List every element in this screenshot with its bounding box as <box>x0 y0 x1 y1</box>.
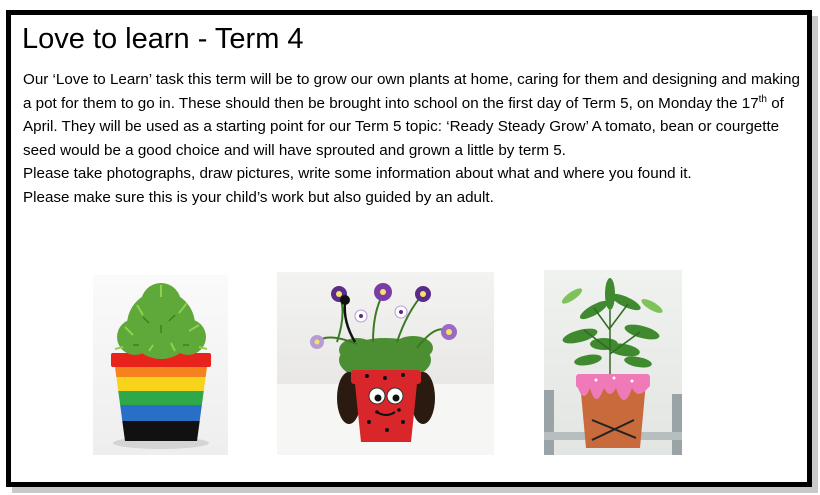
date-superscript: th <box>758 93 767 105</box>
rainbow-pot-photo <box>93 275 228 455</box>
intro-paragraph <box>23 68 803 162</box>
instruction-line-2: Please make sure this is your child’s work but also guided by an adult. <box>23 188 494 206</box>
intro-text-part-2: of April. They will be used as a starting point for our Term 5 topic: ‘Ready Steady Grow’ A tomato, bean or courgette seed would be a good choice and will have sprouted and grown a little by term 5. <box>23 94 784 159</box>
instruction-line-1: Please take photographs, draw pictures, write some information about what and where you found it. <box>23 165 692 183</box>
page-title: Love to learn - Term 4 <box>22 23 304 55</box>
ice-cream-pot-photo <box>544 270 682 455</box>
intro-text-part-1: Our ‘Love to Learn’ task this term will be to grow our own plants at home, caring for them and designing and making a pot for them to go in. These should then be brought into school on the first day of Term 5, on Monday the 17 <box>23 71 800 112</box>
document-frame <box>6 10 812 487</box>
ladybird-pot-photo <box>277 272 494 455</box>
body-text <box>23 68 803 210</box>
